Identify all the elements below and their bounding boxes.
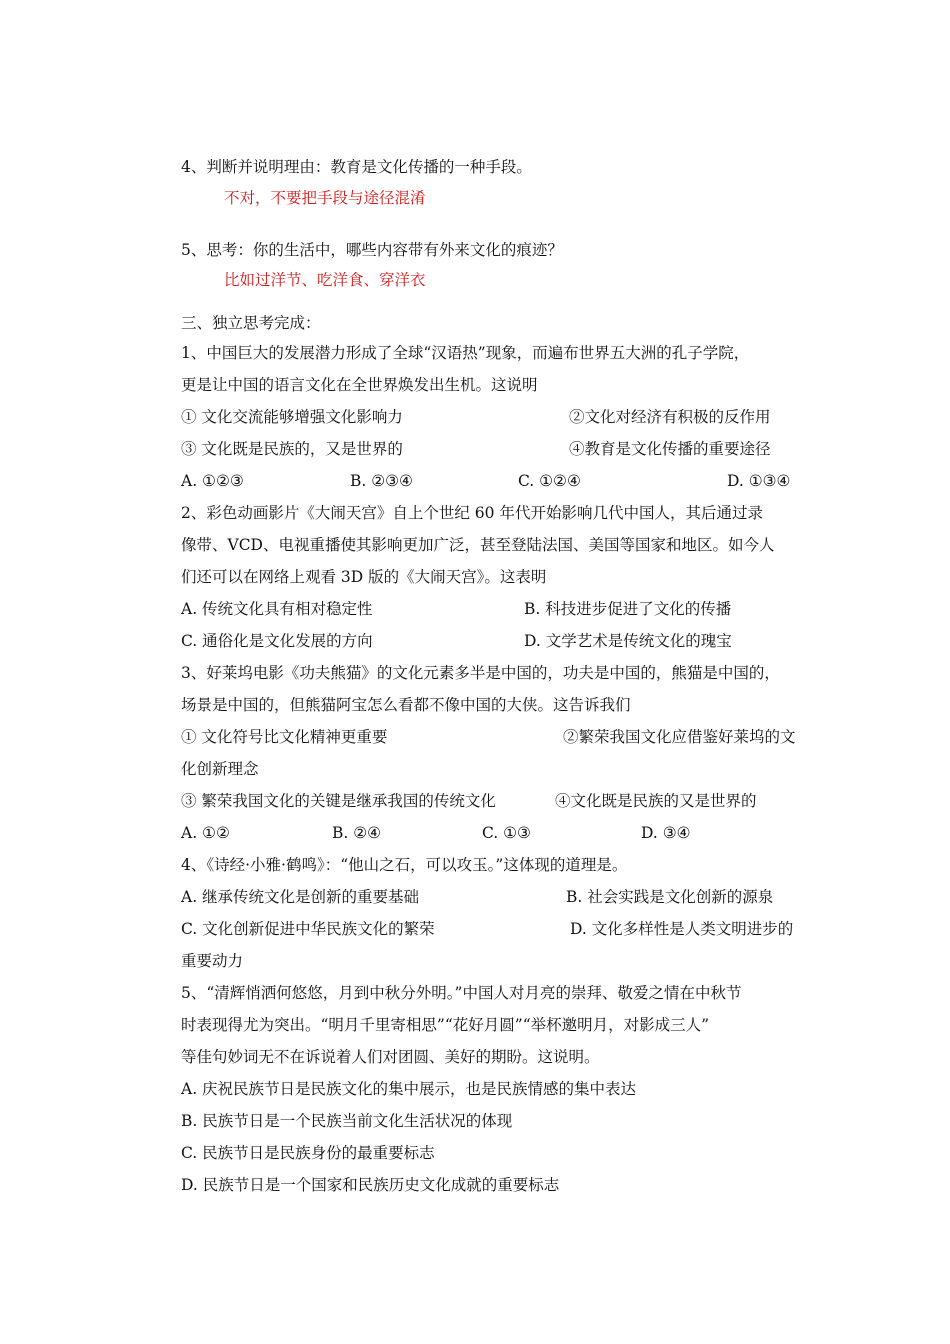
q1-option-c[interactable]: C. ①②④ [518,472,581,490]
q2-stem-line: 像带、VCD、电视重播使其影响更加广泛，甚至登陆法国、美国等国家和地区。如今人 [181,536,775,554]
q4-option-d-continued: 重要动力 [181,952,244,970]
judge-answer: 不对，不要把手段与途径混淆 [224,189,426,207]
q4-option-b[interactable]: B. 社会实践是文化创新的源泉 [566,888,774,906]
q2-stem-line: 2、彩色动画影片《大闹天宫》自上个世纪 60 年代开始影响几代中国人，其后通过录 [181,504,763,522]
q1-stem-line: 更是让中国的语言文化在全世界焕发出生机。这说明 [181,376,538,394]
q3-option-b[interactable]: B. ②④ [332,824,382,842]
q3-option-d[interactable]: D. ③④ [641,824,691,842]
q3-stem-line: 3、好莱坞电影《功夫熊猫》的文化元素多半是中国的，功夫是中国的，熊猫是中国的， [181,664,780,682]
q3-statement: ① 文化符号比文化精神更重要 [181,728,388,746]
q2-option-b[interactable]: B. 科技进步促进了文化的传播 [524,600,732,618]
q3-option-c[interactable]: C. ①③ [482,824,531,842]
q5-option-a[interactable]: A. 庆祝民族节日是民族文化的集中展示，也是民族情感的集中表达 [181,1080,637,1098]
q1-option-b[interactable]: B. ②③④ [350,472,413,490]
q3-statement: 化创新理念 [181,760,259,778]
q2-option-c[interactable]: C. 通俗化是文化发展的方向 [181,632,373,650]
q1-statement: ②文化对经济有积极的反作用 [569,408,771,426]
q1-option-a[interactable]: A. ①②③ [181,472,244,490]
q1-stem-line: 1、中国巨大的发展潜力形成了全球“汉语热”现象，而遍布世界五大洲的孔子学院， [181,344,750,362]
q5-option-d[interactable]: D. 民族节日是一个国家和民族历史文化成就的重要标志 [181,1176,560,1194]
q5-option-b[interactable]: B. 民族节日是一个民族当前文化生活状况的体现 [181,1112,513,1130]
q3-stem-line: 场景是中国的，但熊猫阿宝怎么看都不像中国的大侠。这告诉我们 [181,696,631,714]
q4-option-a[interactable]: A. 继承传统文化是创新的重要基础 [181,888,420,906]
q1-statement: ③ 文化既是民族的，又是世界的 [181,440,403,458]
q3-statement: ④文化既是民族的又是世界的 [555,792,757,810]
q5-option-c[interactable]: C. 民族节日是民族身份的最重要标志 [181,1144,435,1162]
q2-stem-line: 们还可以在网络上观看 3D 版的《大闹天宫》。这表明 [181,568,547,586]
q3-statement: ②繁荣我国文化应借鉴好莱坞的文 [563,728,796,746]
q5-stem-line: 时表现得尤为突出。“明月千里寄相思”“花好月圆”“举杯邀明月，对影成三人” [181,1016,710,1034]
q1-statement: ① 文化交流能够增强文化影响力 [181,408,403,426]
q1-option-d[interactable]: D. ①③④ [727,472,791,490]
q5-stem-line: 等佳句妙词无不在诉说着人们对团圆、美好的期盼。这说明。 [181,1048,600,1066]
q2-option-d[interactable]: D. 文学艺术是传统文化的瑰宝 [524,632,732,650]
q2-option-a[interactable]: A. 传统文化具有相对稳定性 [181,600,373,618]
think-question: 5、思考：你的生活中，哪些内容带有外来文化的痕迹？ [181,241,563,259]
think-answer: 比如过洋节、吃洋食、穿洋衣 [224,271,426,289]
q4-stem-line: 4、《诗经·小雅·鹤鸣》：“他山之石，可以攻玉。”这体现的道理是。 [181,856,628,874]
q3-statement: ③ 繁荣我国文化的关键是继承我国的传统文化 [181,792,496,810]
q5-stem-line: 5、“清辉悄洒何悠悠，月到中秋分外明。”中国人对月亮的崇拜、敬爱之情在中秋节 [181,984,742,1002]
q1-statement: ④教育是文化传播的重要途径 [569,440,771,458]
q4-option-d[interactable]: D. 文化多样性是人类文明进步的 [570,920,794,938]
judge-question: 4、判断并说明理由：教育是文化传播的一种手段。 [181,158,532,176]
q3-option-a[interactable]: A. ①② [181,824,230,842]
section-heading: 三、独立思考完成： [181,314,321,332]
q4-option-c[interactable]: C. 文化创新促进中华民族文化的繁荣 [181,920,435,938]
